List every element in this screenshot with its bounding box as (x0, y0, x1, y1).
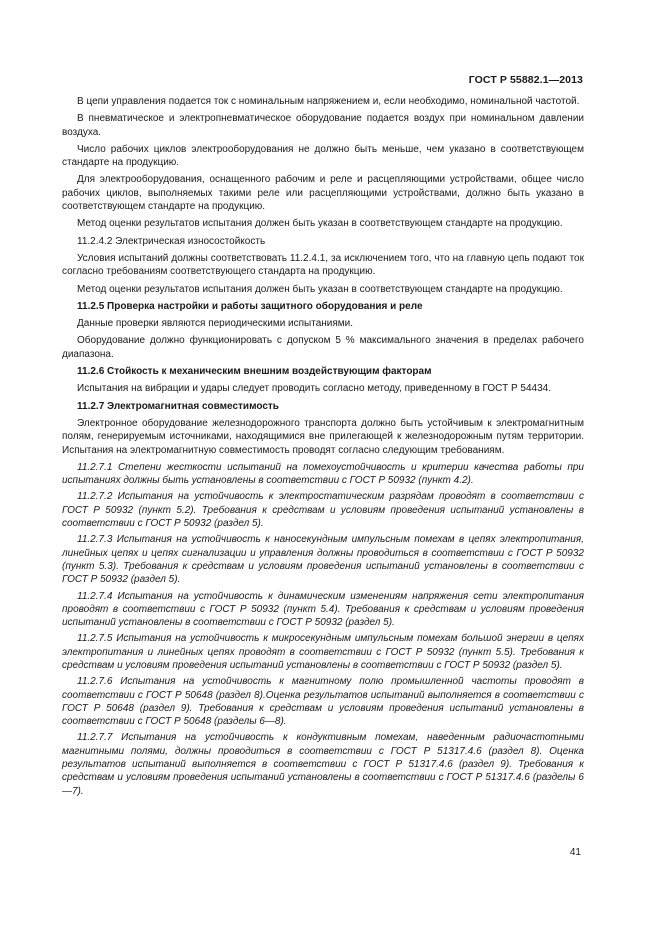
paragraph: 11.2.7.2 Испытания на устойчивость к электростатическим разрядам проводят в соответствии с ГОСТ Р 50932 (пункт 5.2). Требования к средствам и условиям проведения испытаний установлены в соответствии с ГОСТ Р 50932 (раздел 5). (62, 491, 584, 530)
paragraph: Электронное оборудование железнодорожного транспорта должно быть устойчивым к электромагнитным полям, генерируемым источниками, находящимися вне прилегающей к железнодорожным путям территории. Испытания на электромагнитную совместимость проводят согласно следующим требованиям. (62, 417, 584, 456)
page-number: 41 (569, 847, 581, 858)
document-id: ГОСТ Р 55882.1—2013 (468, 74, 583, 86)
paragraph: Оборудование должно функционировать с допуском 5 % максимального значения в пределах рабочего диапазона. (62, 335, 584, 360)
paragraph: В пневматическое и электропневматическое оборудование подается воздух при номинальном давлении воздуха. (62, 113, 584, 138)
section-heading: 11.2.5 Проверка настройки и работы защитного оборудования и реле (77, 300, 423, 312)
paragraph: В цепи управления подается ток с номинальным напряжением и, если необходимо, номинальной частотой. (77, 96, 580, 107)
subsection-title: 11.2.4.2 Электрическая износостойкость (77, 235, 266, 247)
section-heading: 11.2.6 Стойкость к механическим внешним воздействующим факторам (77, 366, 432, 378)
paragraph: Метод оценки результатов испытания должен быть указан в соответствующем стандарте на продукцию. (77, 218, 563, 230)
paragraph: Данные проверки являются периодическими испытаниями. (77, 318, 354, 330)
paragraph: 11.2.7.7 Испытания на устойчивость к кондуктивным помехам, наведенным радиочастотными магнитными полями, должны проводиться в соответствии с ГОСТ Р 51317.4.6 (раздел 8). Оценка результатов испытаний выполняется в соответствии с ГОСТ Р 51317.4.6 (раздел 9). Требования к средствам и условиям проведения испытаний установлены в соответствии с ГОСТ Р 51317.4.6 (разделы 6—7). (62, 732, 584, 797)
paragraph: 11.2.7.6 Испытания на устойчивость к магнитному полю промышленной частоты проводят в соответствии с ГОСТ Р 50648 (раздел 8).Оценка результатов испытаний выполняется в соответствии с ГОСТ Р 50648 (раздел 9). Требования к средствам и условиям проведения испытаний установлены в соответствии с ГОСТ Р 50648 (разделы 6—8). (62, 676, 584, 728)
paragraph: Для электрооборудования, оснащенного рабочим и реле и расцепляющими устройствами, общее число рабочих циклов, выполняемых такими реле или расцепляющими устройствами, должно быть указано в соответствующем стандарте на продукцию. (62, 174, 584, 213)
paragraph: Испытания на вибрации и удары следует проводить согласно методу, приведенному в ГОСТ Р 54434. (77, 383, 551, 395)
paragraph: 11.2.7.4 Испытания на устойчивость к динамическим изменениям напряжения сети электропитания проводят в соответствии с ГОСТ Р 50932 (пункт 5.4). Требования к средствам и условиям проведения испытаний установлены в соответствии с ГОСТ Р 50932 (раздел 5). (62, 590, 584, 629)
section-heading: 11.2.7 Электромагнитная совместимость (77, 400, 279, 412)
paragraph: Число рабочих циклов электрооборудования не должно быть меньше, чем указано в соответствующем стандарте на продукцию. (62, 143, 584, 169)
paragraph: Условия испытаний должны соответствовать 11.2.4.1, за исключением того, что на главную цепь подают ток согласно требованиям соответствующего стандарта на продукцию. (62, 252, 584, 278)
paragraph: 11.2.7.3 Испытания на устойчивость к наносекундным импульсным помехам в цепях электропитания, линейных цепях и цепях сигнализации и управления должны проводиться в соответствии с ГОСТ Р 50932 (пункт 5.3). Требования к средствам и условиям проведения испытаний установлены в соответствии с ГОСТ Р 50932 (раздел 5). (62, 534, 584, 586)
paragraph: Метод оценки результатов испытания должен быть указан в соответствующем стандарте на продукцию. (77, 283, 563, 295)
paragraph: 11.2.7.5 Испытания на устойчивость к микросекундным импульсным помехам большой энергии в цепях электропитания и линейных цепях проводят в соответствии с ГОСТ Р 50932 (пункт 5.5). Требования к средствам и условиям проведения испытаний установлены в соответствии с ГОСТ Р 50932 (раздел 5). (62, 633, 584, 671)
paragraph: 11.2.7.1 Степени жесткости испытаний на помехоустойчивость и критерии качества работы при испытаниях должны быть установлены в соответствии с ГОСТ Р 50932 (пункт 4.2). (62, 461, 584, 487)
page-body (62, 95, 584, 801)
